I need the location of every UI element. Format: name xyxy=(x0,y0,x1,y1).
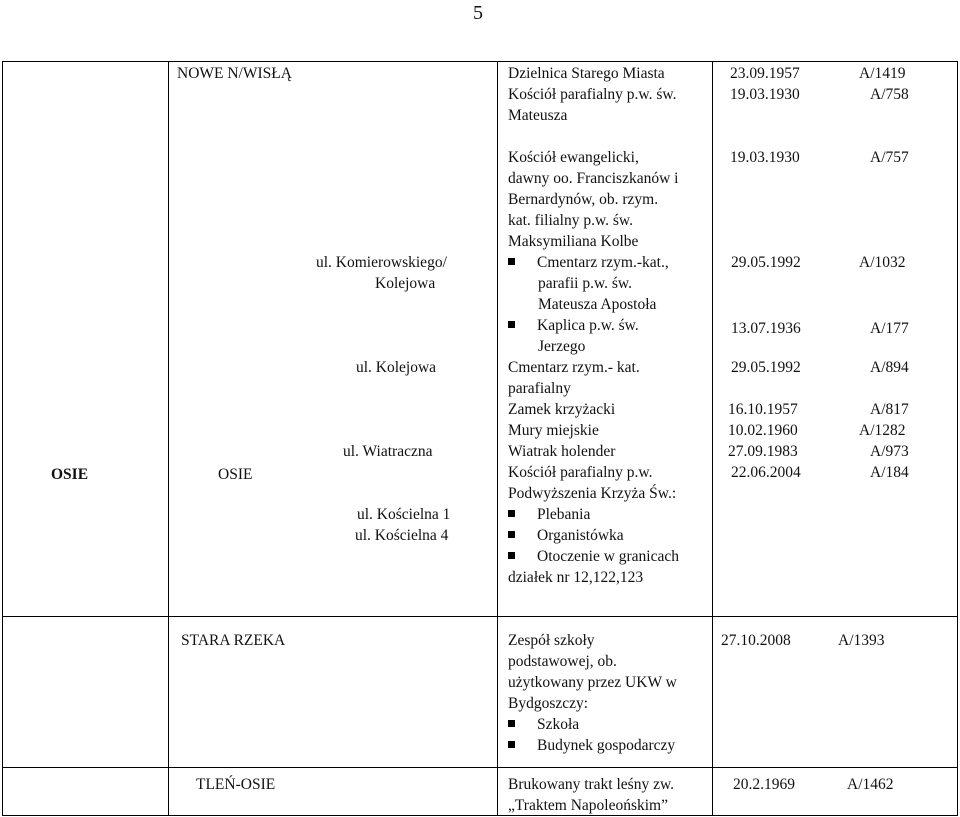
object-cmentarz-2: parafii p.w. św. xyxy=(538,275,632,292)
object-kosciol-mateusza: Kościół parafialny p.w. św. xyxy=(508,86,677,103)
nr-kaplica: A/177 xyxy=(870,320,909,337)
date-kosciol-ewangelicki: 19.03.1930 xyxy=(730,149,800,166)
bullet-icon xyxy=(508,258,515,265)
nr-cmentarz: A/1032 xyxy=(859,254,906,271)
date-zamek: 16.10.1957 xyxy=(728,401,798,418)
date-szkola: 27.10.2008 xyxy=(721,632,791,649)
list-item-szkola xyxy=(508,714,579,735)
nr-kosciol-ewangelicki: A/757 xyxy=(870,149,909,166)
place-nowe: NOWE N/WISŁĄ xyxy=(177,65,292,82)
miejscowosc-osie: OSIE xyxy=(218,466,253,483)
street-komierowskiego: ul. Komierowskiego/ xyxy=(316,254,447,271)
list-item-label: Szkoła xyxy=(537,716,580,733)
date-kaplica: 13.07.1936 xyxy=(731,320,801,337)
gmina-osie: OSIE xyxy=(51,466,89,483)
object-kosciol-ewangelicki-3: Bernardynów, ob. rzym. xyxy=(508,191,659,208)
object-kaplica-2: Jerzego xyxy=(538,338,586,355)
street-koscielna-1: ul. Kościelna 1 xyxy=(357,506,451,523)
object-trakt: Brukowany trakt leśny zw. xyxy=(508,776,675,793)
nr-kosciol-mateusza: A/758 xyxy=(870,86,909,103)
object-wiatrak: Wiatrak holender xyxy=(508,443,616,460)
nr-zamek: A/817 xyxy=(870,401,909,418)
list-item-label: Cmentarz rzym.-kat., xyxy=(537,254,669,271)
object-szkola-4: Bydgoszczy: xyxy=(508,695,589,712)
date-cmentarz-parafialny: 29.05.1992 xyxy=(731,359,801,376)
list-item-cmentarz xyxy=(508,252,669,273)
object-mury: Mury miejskie xyxy=(508,422,599,439)
object-kosciol-krzyza-2: Podwyższenia Krzyża Św.: xyxy=(508,485,677,502)
street-koscielna-4: ul. Kościelna 4 xyxy=(355,527,449,544)
object-kosciol-mateusza-2: Mateusza xyxy=(508,107,568,124)
object-cmentarz-parafialny: Cmentarz rzym.- kat. xyxy=(508,359,640,376)
list-item-otoczenie xyxy=(508,546,679,567)
list-item-label: Otoczenie w granicach xyxy=(537,548,680,565)
object-szkola-2: podstawowej, ob. xyxy=(508,653,617,670)
nr-cmentarz-parafialny: A/894 xyxy=(870,359,909,376)
object-kosciol-ewangelicki-2: dawny oo. Franciszkanów i xyxy=(508,170,679,187)
nr-kosciol-krzyza: A/184 xyxy=(870,464,909,481)
bullet-icon xyxy=(508,531,515,538)
object-trakt-2: „Traktem Napoleońskim” xyxy=(508,797,668,814)
date-wiatrak: 27.09.1983 xyxy=(728,443,798,460)
object-kosciol-ewangelicki-4: kat. filialny p.w. św. xyxy=(508,212,633,229)
object-dzielnica: Dzielnica Starego Miasta xyxy=(508,65,665,82)
list-item-budynek xyxy=(508,735,675,756)
place-stara-rzeka: STARA RZEKA xyxy=(181,632,286,649)
object-kosciol-ewangelicki: Kościół ewangelicki, xyxy=(508,149,639,166)
bullet-icon xyxy=(508,552,515,559)
list-item-kaplica xyxy=(508,315,639,336)
street-komierowskiego-2: Kolejowa xyxy=(375,275,436,292)
object-cmentarz-3: Mateusza Apostoła xyxy=(538,296,657,313)
bullet-icon xyxy=(508,510,515,517)
date-dzielnica: 23.09.1957 xyxy=(730,65,800,82)
list-item-plebania xyxy=(508,504,590,525)
date-trakt: 20.2.1969 xyxy=(733,776,795,793)
nr-mury: A/1282 xyxy=(859,422,906,439)
nr-szkola: A/1393 xyxy=(838,632,885,649)
bullet-icon xyxy=(508,321,515,328)
list-item-organistowka xyxy=(508,525,624,546)
date-kosciol-mateusza: 19.03.1930 xyxy=(730,86,800,103)
object-kosciol-ewangelicki-5: Maksymiliana Kolbe xyxy=(508,233,639,250)
object-cmentarz-parafialny-2: parafialny xyxy=(508,380,571,397)
date-kosciol-krzyza: 22.06.2004 xyxy=(731,464,801,481)
bullet-icon xyxy=(508,720,515,727)
object-zamek: Zamek krzyżacki xyxy=(508,401,616,418)
list-item-label: Kaplica p.w. św. xyxy=(537,317,639,334)
list-item-label: Plebania xyxy=(537,506,591,523)
object-szkola-3: użytkowany przez UKW w xyxy=(508,674,677,691)
street-kolejowa: ul. Kolejowa xyxy=(356,359,437,376)
nr-dzielnica: A/1419 xyxy=(859,65,906,82)
bullet-icon xyxy=(508,741,515,748)
object-kosciol-krzyza: Kościół parafialny p.w. xyxy=(508,464,653,481)
page-number: 5 xyxy=(473,2,483,24)
nr-wiatrak: A/973 xyxy=(870,443,909,460)
object-szkola: Zespół szkoły xyxy=(508,632,595,649)
street-wiatraczna: ul. Wiatraczna xyxy=(343,443,433,460)
list-item-label: Budynek gospodarczy xyxy=(537,737,676,754)
place-tlen-osie: TLEŃ-OSIE xyxy=(196,776,276,793)
date-mury: 10.02.1960 xyxy=(728,422,798,439)
list-item-label: Organistówka xyxy=(537,527,624,544)
date-cmentarz: 29.05.1992 xyxy=(731,254,801,271)
object-dzialki: działek nr 12,122,123 xyxy=(508,569,644,586)
nr-trakt: A/1462 xyxy=(847,776,894,793)
